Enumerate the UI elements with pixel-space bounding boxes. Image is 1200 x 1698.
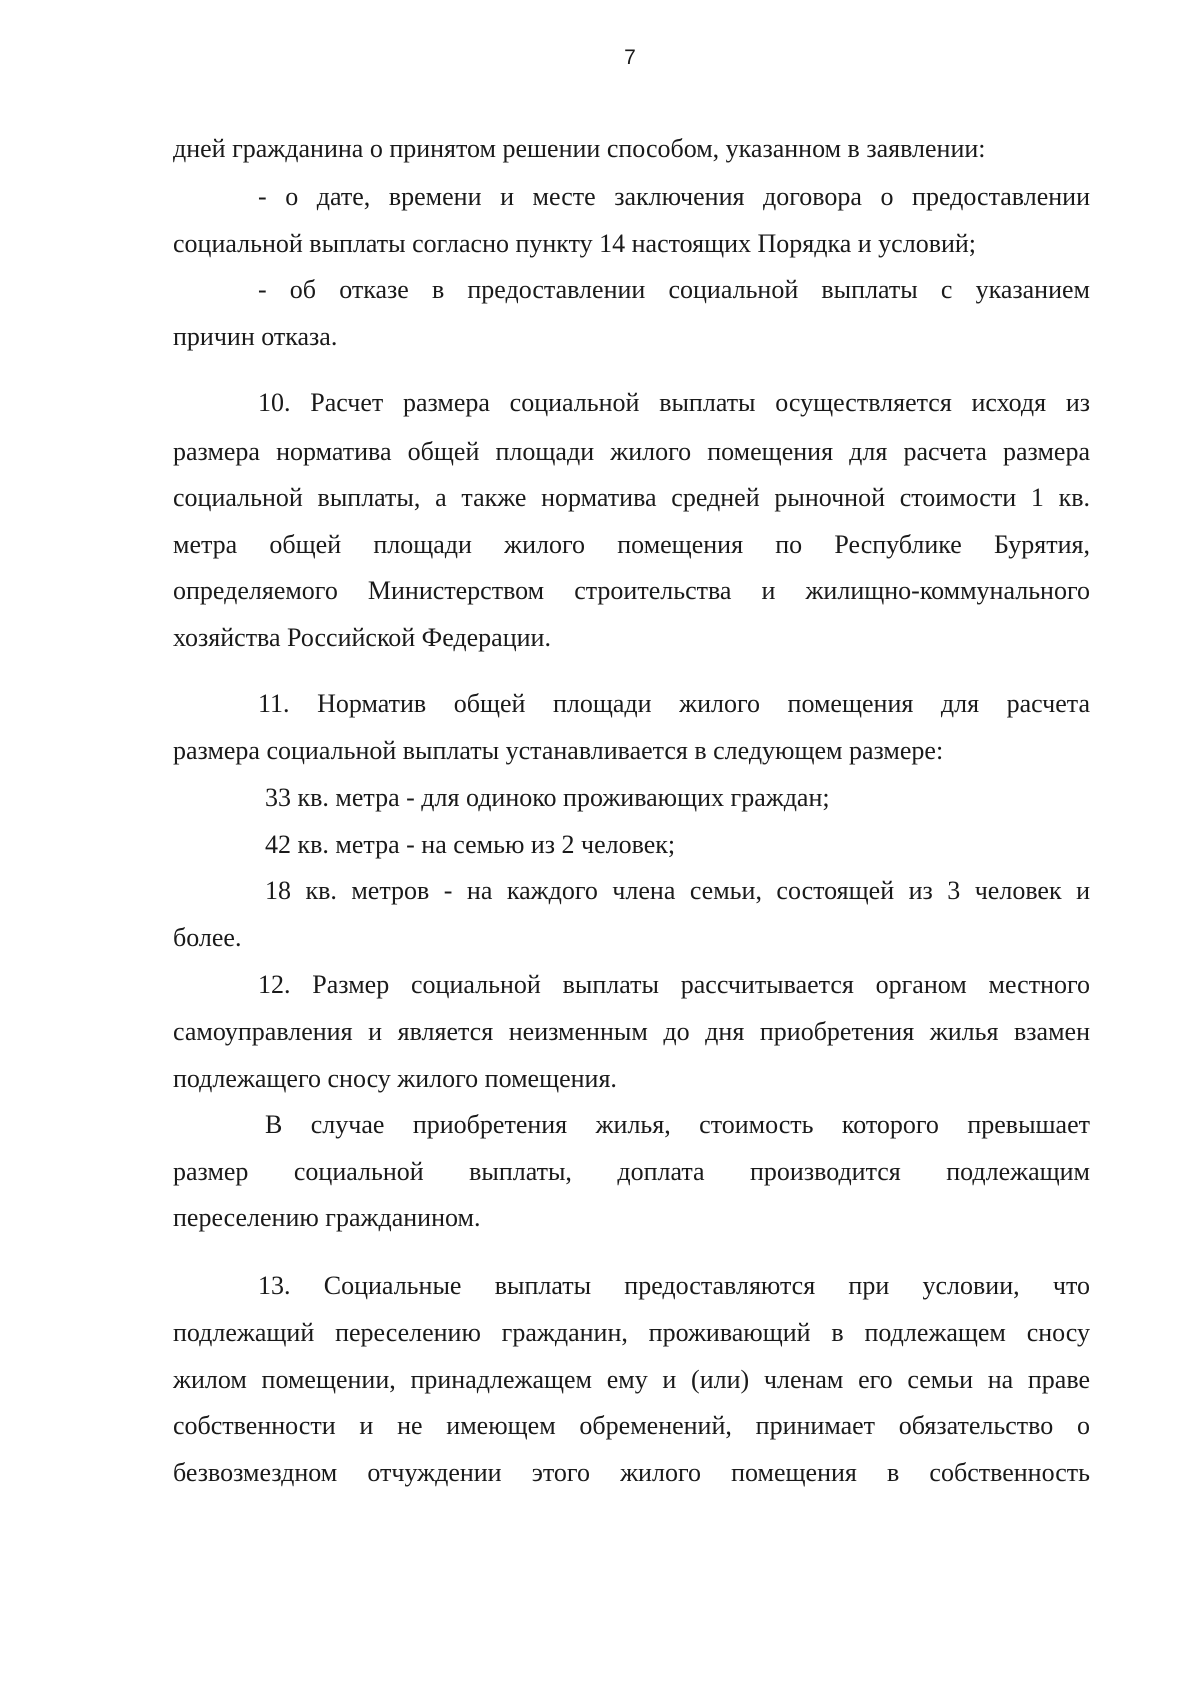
list-item: 18 кв. метров - на каждого члена семьи, состоящей из 3 человек и (265, 876, 1090, 905)
text-line: определяемого Министерством строительства и жилищно-коммунального (173, 576, 1090, 605)
list-item: - об отказе в предоставлении социальной выплаты с указанием (258, 275, 1090, 304)
text-line: подлежащего сносу жилого помещения. (173, 1064, 617, 1093)
text-line: причин отказа. (173, 322, 338, 351)
text-line: социальной выплаты, а также норматива средней рыночной стоимости 1 кв. (173, 483, 1090, 512)
text-line: самоуправления и является неизменным до дня приобретения жилья взамен (173, 1017, 1090, 1046)
text-line: более. (173, 923, 242, 952)
text-line: размера социальной выплаты устанавливается в следующем размере: (173, 736, 944, 765)
paragraph-start: 13. Социальные выплаты предоставляются при условии, что (258, 1271, 1090, 1300)
text-line: дней гражданина о принятом решении способом, указанном в заявлении: (173, 134, 986, 163)
list-item: 33 кв. метра - для одиноко проживающих граждан; (265, 783, 830, 812)
list-item: 42 кв. метра - на семью из 2 человек; (265, 830, 676, 859)
text-line: переселению гражданином. (173, 1203, 481, 1232)
text-line: размер социальной выплаты, доплата производится подлежащим (173, 1157, 1090, 1186)
text-line: жилом помещении, принадлежащем ему и (или) членам его семьи на праве (173, 1365, 1090, 1394)
paragraph-start: 10. Расчет размера социальной выплаты осуществляется исходя из (258, 388, 1090, 417)
list-item: - о дате, времени и месте заключения договора о предоставлении (258, 182, 1090, 211)
paragraph-start: В случае приобретения жилья, стоимость которого превышает (265, 1110, 1090, 1139)
page-number: 7 (624, 46, 636, 69)
text-line: безвозмездном отчуждении этого жилого помещения в собственность (173, 1458, 1090, 1487)
text-line: подлежащий переселению гражданин, проживающий в подлежащем сносу (173, 1318, 1090, 1347)
text-line: размера норматива общей площади жилого помещения для расчета размера (173, 437, 1090, 466)
text-line: собственности и не имеющем обременений, принимает обязательство о (173, 1411, 1090, 1440)
paragraph-start: 12. Размер социальной выплаты рассчитывается органом местного (258, 970, 1090, 999)
text-line: социальной выплаты согласно пункту 14 настоящих Порядка и условий; (173, 229, 977, 258)
text-line: метра общей площади жилого помещения по Республике Бурятия, (173, 530, 1090, 559)
paragraph-start: 11. Норматив общей площади жилого помещения для расчета (258, 689, 1090, 718)
text-line: хозяйства Российской Федерации. (173, 623, 551, 652)
